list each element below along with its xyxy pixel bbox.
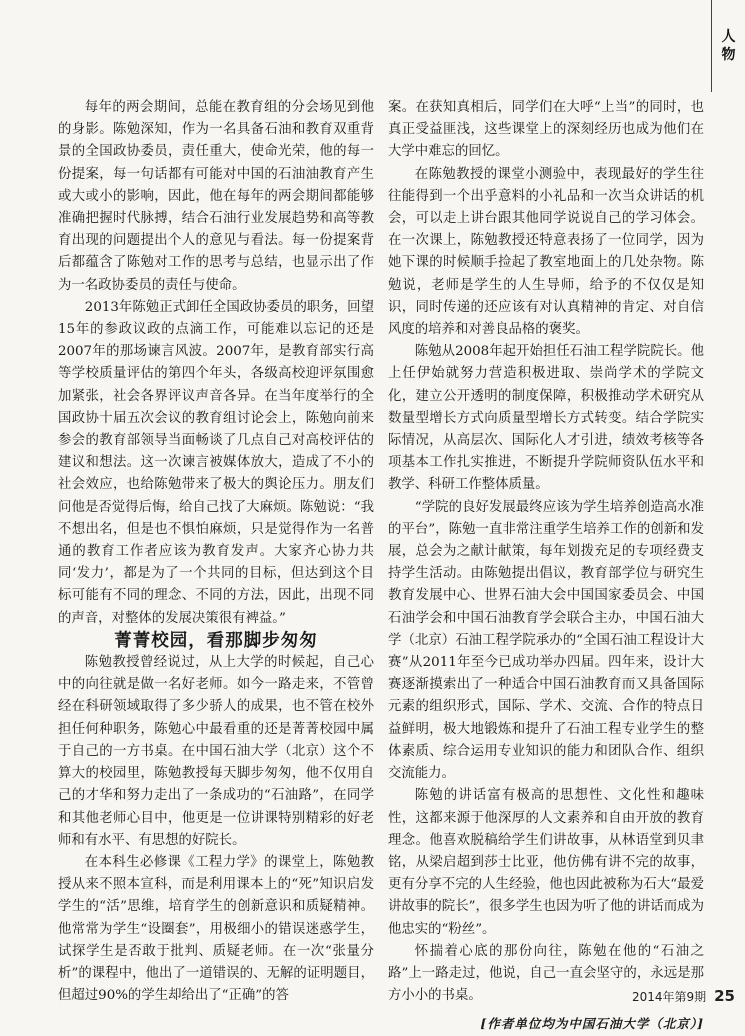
section-heading: 菁菁校园，看那脚步匆匆	[114, 630, 318, 651]
paragraph: 在陈勉教授的课堂小测验中，表现最好的学生往往能得到一个出乎意料的小礼品和一次当众讲话的机会，可以走上讲台跟其他同学说说自己的学习体会。在一次课上，陈勉教授还特意表扬了一位同学，因为她下课的时候顺手捡起了教室地面上的几处杂物。陈勉说，老师是学生的人生导师，给予的不仅仅是知识，同时传递的还应该有对认真精神的肯定、对自信风度的培养和对善良品格的褒奖。	[388, 166, 704, 338]
paragraph: 案。在获知真相后，同学们在大呼“上当”的同时，也真正受益匪浅，这些课堂上的深刻经历也成为他们在大学中难忘的回忆。	[388, 100, 704, 160]
paragraph: “学院的良好发展最终应该为学生培养创造高水准的平台”，陈勉一直非常注重学生培养工作的创新和发展，总会为之献计献策，每年划拨充足的专项经费支持学生活动。由陈勉提出倡议，教育部学位与研究生教育发展中心、世界石油大会中国国家委员会、中国石油学会和中国石油教育学会联合主办，中国石油大学（北京）石油工程学院承办的“全国石油工程设计大赛”从2011年至今已成功举办四届。四年来，设计大赛逐渐摸索出了一种适合中国石油教育而又具备国际元素的组织形式，国际、学术、交流、合作的特点日益鲜明，极大地锻炼和提升了石油工程专业学生的整体素质、综合运用专业知识的能力和团队合作、组织交流能力。	[388, 499, 704, 782]
right-column	[388, 97, 707, 1036]
paragraph: 陈勉教授曾经说过，从上大学的时候起，自己心中的向往就是做一名好老师。如今一路走来，不管曾经在科研领域取得了多少骄人的成果，也不管在校外担任何种职务，陈勉心中最看重的还是菁菁校园中属于自己的一方书桌。在中国石油大学（北京）这个不算大的校园里，陈勉教授每天脚步匆匆，他不仅用自己的才华和努力走出了一条成功的“石油路”，在同学和其他老师心目中，他更是一位讲课特别精彩的好老师和有水平、有思想的好院长。	[58, 655, 374, 848]
left-column	[58, 97, 374, 1007]
section-tab-char: 人	[721, 29, 736, 45]
page-number: 25	[714, 987, 735, 1005]
issue-label: 2014年第9期	[631, 990, 707, 1004]
paragraph: 2013年陈勉正式卸任全国政协委员的职务，回望15年的参政议政的点滴工作，可能难以忘记的还是2007年的那场谏言风波。2007年，是教育部实行高等学校质量评估的第四个年头，各级高校迎评氛围愈加紧张，社会各界评议声音各异。在当年度举行的全国政协十届五次会议的教育组讨论会上，陈勉向前来参会的教育部领导当面畅谈了几点自己对高校评估的建议和想法。这一次谏言被媒体放大，造成了不小的社会效应，也给陈勉带来了极大的舆论压力。朋友们问他是否觉得后悔，给自己找了大麻烦。陈勉说：“我不想出名，但是也不惧怕麻烦，只是觉得作为一名普通的教育工作者应该为教育发声。大家齐心协力共同‘发力’，都是为了一个共同的目标，但达到这个目标可能有不同的理念、不同的方法，因此，出现不同的声音，对整体的发展决策很有裨益。”	[58, 299, 374, 626]
paragraph: 在本科生必修课《工程力学》的课堂上，陈勉教授从来不照本宣科，而是利用课本上的“死”知识启发学生的“活”思维，培育学生的创新意识和质疑精神。他常常为学生“设圈套”，用极细小的错误迷惑学生，试探学生是否敢于批判、质疑老师。在一次“张量分析”的课程中，他出了一道错误的、无解的证明题目，但超过90%的学生却给出了“正确”的答	[58, 854, 374, 1004]
paragraph: 每年的两会期间，总能在教育组的分会场见到他的身影。陈勉深知，作为一名具备石油和教育双重背景的全国政协委员，责任重大，使命光荣，他的每一份提案，每一句话都有可能对中国的石油油教育产生或大或小的影响，因此，他在每年的两会期间都能够准确把握时代脉搏，结合石油行业发展趋势和高等教育出现的问题提出个人的意见与看法。每一份提案背后都蕴含了陈勉对工作的思考与总结，也显示出了作为一名政协委员的责任与使命。	[58, 100, 374, 293]
section-tab-char: 物	[721, 47, 736, 63]
paragraph: 怀揣着心底的那份向往，陈勉在他的“石油之路”上一路走过，他说，自己一直会坚守的，永远是那方小小的书桌。	[388, 943, 704, 1004]
paragraph: 陈勉的讲话富有极高的思想性、文化性和趣味性，这都来源于他深厚的人文素养和自由开放的教育理念。他喜欢脱稿给学生们讲故事，从林语堂到贝聿铭，从梁启超到莎士比亚，他仿佛有讲不完的故事，更有分享不完的人生经验，他也因此被称为石大“最爱讲故事的院长”，很多学生也因为听了他的讲话而成为他忠实的“粉丝”。	[388, 788, 704, 937]
section-tab	[711, 0, 745, 92]
page-footer	[632, 987, 735, 1005]
paragraph: 陈勉从2008年起开始担任石油工程学院院长。他上任伊始就努力营造积极进取、崇尚学术的学院文化，建立公开透明的制度保障，积极推动学术研究从数量型增长方式向质量型增长方式转变。结合学院实际情况，从高层次、国际化人才引进，绩效考核等各项基本工作扎实推进，不断提升学院师资队伍水平和教学、科研工作整体质量。	[388, 344, 704, 493]
author-affiliation: [作者单位均为中国石油大学（北京）]	[480, 1016, 704, 1032]
